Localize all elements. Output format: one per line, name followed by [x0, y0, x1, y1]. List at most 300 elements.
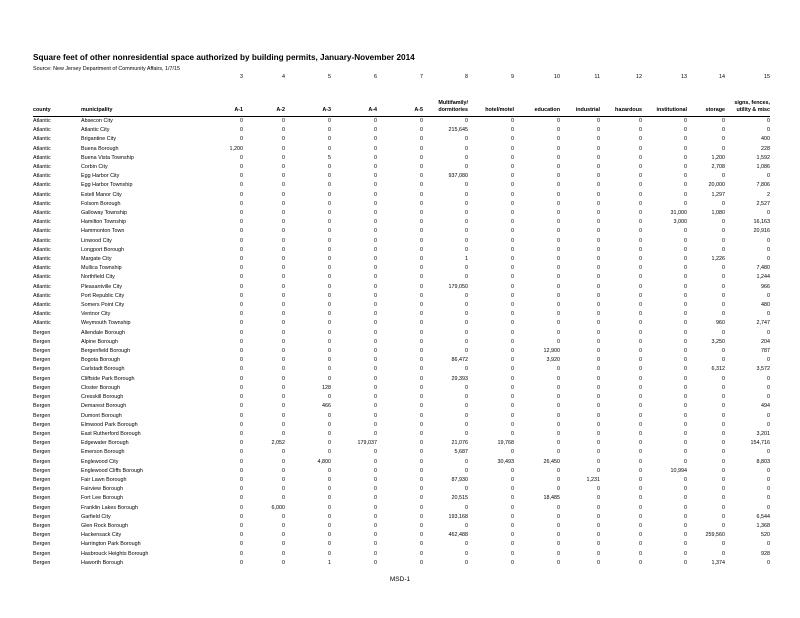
table-row: [33, 347, 770, 356]
value-cell: 0: [282, 449, 285, 456]
value-cell: 0: [465, 311, 468, 318]
value-cell: 0: [557, 237, 560, 244]
value-cell: 0: [328, 311, 331, 318]
table-row: [33, 264, 770, 273]
page-footer: MSD-1: [389, 576, 411, 583]
value-cell: 0: [282, 154, 285, 161]
value-cell: 0: [240, 127, 243, 134]
value-cell: 0: [511, 412, 514, 419]
value-cell: 0: [767, 384, 770, 391]
value-cell: 0: [240, 412, 243, 419]
value-cell: 3,572: [756, 366, 770, 373]
table-row: [33, 494, 770, 503]
value-cell: 7,480: [756, 265, 770, 272]
value-cell: 6,000: [271, 504, 285, 511]
value-cell: 0: [328, 173, 331, 180]
value-cell: 0: [282, 237, 285, 244]
value-cell: 0: [722, 127, 725, 134]
value-cell: 0: [767, 127, 770, 134]
county-cell: Bergen: [33, 421, 51, 428]
value-cell: 0: [328, 283, 331, 290]
value-cell: 0: [240, 329, 243, 336]
municipality-cell: Carlstadt Borough: [81, 366, 125, 373]
value-cell: 0: [420, 182, 423, 189]
value-cell: 0: [465, 348, 468, 355]
value-cell: 0: [767, 495, 770, 502]
value-cell: 0: [420, 495, 423, 502]
table-row: [33, 430, 770, 439]
value-cell: 928: [761, 550, 770, 557]
value-cell: 0: [240, 219, 243, 226]
county-cell: Atlantic: [33, 274, 51, 281]
value-cell: 20,916: [753, 228, 770, 235]
value-cell: 0: [639, 440, 642, 447]
county-cell: Bergen: [33, 532, 51, 539]
value-cell: 0: [282, 136, 285, 143]
value-cell: 0: [597, 200, 600, 207]
county-cell: Bergen: [33, 504, 51, 511]
value-cell: 0: [767, 375, 770, 382]
value-cell: 0: [420, 504, 423, 511]
table-row: [33, 145, 770, 154]
value-cell: 0: [557, 338, 560, 345]
value-cell: 0: [420, 329, 423, 336]
value-cell: 0: [684, 292, 687, 299]
value-cell: 0: [420, 458, 423, 465]
county-cell: Bergen: [33, 348, 51, 355]
table-row: [33, 292, 770, 301]
value-cell: 0: [374, 541, 377, 548]
value-cell: 0: [240, 541, 243, 548]
value-cell: 0: [684, 440, 687, 447]
value-cell: 0: [639, 467, 642, 474]
value-cell: 0: [597, 118, 600, 124]
value-cell: 3,000: [673, 219, 687, 226]
value-cell: 494: [761, 403, 770, 410]
value-cell: 0: [282, 486, 285, 493]
value-cell: 0: [597, 274, 600, 281]
value-cell: 0: [511, 486, 514, 493]
value-cell: 87,930: [451, 476, 468, 483]
value-cell: 0: [684, 532, 687, 539]
value-cell: 0: [511, 274, 514, 281]
value-cell: 0: [465, 182, 468, 189]
value-cell: 0: [597, 495, 600, 502]
table-row: [33, 209, 770, 218]
municipality-cell: Galloway Township: [81, 210, 128, 217]
value-cell: 0: [639, 182, 642, 189]
value-cell: 0: [597, 449, 600, 456]
value-cell: 179,050: [448, 283, 468, 290]
municipality-cell: Englewood City: [81, 458, 119, 465]
column-header: hazardous: [600, 85, 642, 117]
value-cell: 0: [597, 559, 600, 566]
value-cell: 0: [511, 357, 514, 364]
value-cell: 0: [684, 504, 687, 511]
county-cell: Bergen: [33, 357, 51, 364]
value-cell: 0: [639, 375, 642, 382]
table-row: [33, 163, 770, 172]
value-cell: 0: [767, 559, 770, 566]
value-cell: 0: [722, 421, 725, 428]
column-header: Multifamily/ dormitories: [423, 85, 468, 117]
value-cell: 0: [722, 219, 725, 226]
value-cell: 0: [420, 274, 423, 281]
value-cell: 0: [240, 283, 243, 290]
value-cell: 466: [322, 403, 331, 410]
table-row: [33, 117, 770, 127]
value-cell: 0: [722, 430, 725, 437]
header-row: [33, 85, 770, 117]
value-cell: 0: [328, 200, 331, 207]
value-cell: 0: [465, 228, 468, 235]
value-cell: 0: [420, 127, 423, 134]
value-cell: 0: [684, 366, 687, 373]
value-cell: 0: [767, 476, 770, 483]
value-cell: 0: [420, 118, 423, 124]
value-cell: 0: [282, 228, 285, 235]
county-cell: Atlantic: [33, 320, 51, 327]
value-cell: 0: [374, 136, 377, 143]
value-cell: 0: [557, 228, 560, 235]
county-cell: Bergen: [33, 329, 51, 336]
table-row: [33, 135, 770, 144]
column-header: A-2: [243, 85, 285, 117]
value-cell: 2,527: [756, 200, 770, 207]
value-cell: 0: [684, 154, 687, 161]
municipality-cell: Buena Vista Township: [81, 154, 134, 161]
value-cell: 12,900: [543, 348, 560, 355]
value-cell: 6,544: [756, 513, 770, 520]
value-cell: 0: [328, 302, 331, 309]
value-cell: 0: [557, 136, 560, 143]
value-cell: 0: [465, 237, 468, 244]
value-cell: 0: [328, 467, 331, 474]
value-cell: 0: [597, 375, 600, 382]
value-cell: 0: [465, 200, 468, 207]
value-cell: 0: [328, 228, 331, 235]
value-cell: 0: [511, 182, 514, 189]
value-cell: 0: [328, 348, 331, 355]
value-cell: 0: [465, 246, 468, 253]
value-cell: 0: [511, 375, 514, 382]
municipality-cell: Pleasantville City: [81, 283, 123, 290]
value-cell: 0: [328, 513, 331, 520]
value-cell: 0: [767, 541, 770, 548]
value-cell: 0: [374, 191, 377, 198]
value-cell: 0: [722, 440, 725, 447]
column-number: 8: [465, 74, 468, 80]
value-cell: 937,080: [448, 173, 468, 180]
municipality-cell: Ventnor City: [81, 311, 111, 318]
value-cell: 0: [282, 210, 285, 217]
column-header: education: [514, 85, 560, 117]
value-cell: 0: [374, 127, 377, 134]
value-cell: 0: [420, 357, 423, 364]
value-cell: 0: [374, 504, 377, 511]
value-cell: 0: [328, 440, 331, 447]
value-cell: 0: [767, 173, 770, 180]
value-cell: 0: [722, 228, 725, 235]
value-cell: 3,201: [756, 430, 770, 437]
table-row: [33, 402, 770, 411]
value-cell: 0: [639, 246, 642, 253]
value-cell: 0: [557, 173, 560, 180]
value-cell: 0: [557, 191, 560, 198]
value-cell: 0: [374, 458, 377, 465]
value-cell: 0: [282, 430, 285, 437]
value-cell: 0: [511, 256, 514, 263]
value-cell: 0: [684, 338, 687, 345]
value-cell: 0: [557, 403, 560, 410]
value-cell: 0: [282, 357, 285, 364]
value-cell: 0: [557, 200, 560, 207]
value-cell: 0: [420, 283, 423, 290]
value-cell: 0: [597, 440, 600, 447]
value-cell: 0: [722, 384, 725, 391]
value-cell: 0: [557, 210, 560, 217]
value-cell: 0: [639, 541, 642, 548]
value-cell: 0: [465, 292, 468, 299]
value-cell: 960: [716, 320, 725, 327]
value-cell: 0: [639, 118, 642, 124]
value-cell: 0: [420, 403, 423, 410]
value-cell: 154,716: [750, 440, 770, 447]
value-cell: 0: [597, 421, 600, 428]
value-cell: 0: [639, 384, 642, 391]
value-cell: 0: [420, 246, 423, 253]
value-cell: 0: [597, 403, 600, 410]
value-cell: 228: [761, 145, 770, 152]
value-cell: 0: [282, 541, 285, 548]
value-cell: 0: [328, 127, 331, 134]
value-cell: 1,244: [756, 274, 770, 281]
value-cell: 0: [639, 504, 642, 511]
value-cell: 0: [767, 246, 770, 253]
value-cell: 0: [557, 550, 560, 557]
value-cell: 1,231: [586, 476, 600, 483]
county-cell: Bergen: [33, 522, 51, 529]
table-row: [33, 485, 770, 494]
value-cell: 0: [511, 550, 514, 557]
value-cell: 0: [374, 265, 377, 272]
value-cell: 0: [684, 412, 687, 419]
value-cell: 0: [722, 173, 725, 180]
county-cell: Atlantic: [33, 182, 51, 189]
value-cell: 0: [511, 302, 514, 309]
table-row: [33, 504, 770, 513]
value-cell: 0: [374, 164, 377, 171]
municipality-cell: Closter Borough: [81, 384, 120, 391]
value-cell: 0: [328, 421, 331, 428]
value-cell: 0: [684, 191, 687, 198]
value-cell: 0: [240, 522, 243, 529]
value-cell: 0: [374, 522, 377, 529]
value-cell: 0: [282, 320, 285, 327]
value-cell: 0: [420, 467, 423, 474]
value-cell: 0: [511, 430, 514, 437]
county-cell: Atlantic: [33, 283, 51, 290]
value-cell: 0: [282, 200, 285, 207]
value-cell: 0: [722, 476, 725, 483]
value-cell: 0: [684, 256, 687, 263]
table-row: [33, 237, 770, 246]
value-cell: 0: [684, 486, 687, 493]
value-cell: 3,920: [546, 357, 560, 364]
value-cell: 0: [511, 348, 514, 355]
value-cell: 0: [240, 467, 243, 474]
value-cell: 0: [282, 476, 285, 483]
value-cell: 0: [684, 513, 687, 520]
value-cell: 0: [684, 302, 687, 309]
value-cell: 0: [639, 403, 642, 410]
table-row: [33, 319, 770, 328]
value-cell: 0: [374, 476, 377, 483]
value-cell: 0: [240, 256, 243, 263]
column-header: A-4: [331, 85, 377, 117]
county-cell: Atlantic: [33, 154, 51, 161]
county-cell: Atlantic: [33, 210, 51, 217]
value-cell: 0: [511, 164, 514, 171]
value-cell: 0: [557, 394, 560, 401]
value-cell: 0: [722, 513, 725, 520]
table-row: [33, 172, 770, 181]
value-cell: 0: [374, 311, 377, 318]
municipality-cell: Emerson Borough: [81, 449, 125, 456]
column-number: 3: [240, 74, 243, 80]
value-cell: 0: [240, 274, 243, 281]
value-cell: 0: [597, 329, 600, 336]
value-cell: 0: [240, 357, 243, 364]
value-cell: 0: [282, 495, 285, 502]
value-cell: 0: [420, 265, 423, 272]
value-cell: 0: [684, 522, 687, 529]
value-cell: 0: [282, 283, 285, 290]
county-cell: Bergen: [33, 495, 51, 502]
value-cell: 0: [639, 237, 642, 244]
value-cell: 0: [374, 320, 377, 327]
value-cell: 0: [240, 210, 243, 217]
value-cell: 0: [374, 274, 377, 281]
value-cell: 0: [420, 219, 423, 226]
value-cell: 0: [420, 136, 423, 143]
table-row: [33, 154, 770, 163]
municipality-cell: Mullica Township: [81, 265, 122, 272]
value-cell: 0: [240, 384, 243, 391]
value-cell: 0: [328, 164, 331, 171]
value-cell: 0: [465, 486, 468, 493]
value-cell: 5,687: [454, 449, 468, 456]
value-cell: 2,052: [271, 440, 285, 447]
value-cell: 0: [557, 219, 560, 226]
value-cell: 0: [374, 283, 377, 290]
value-cell: 0: [420, 154, 423, 161]
municipality-cell: Garfield City: [81, 513, 111, 520]
value-cell: 0: [511, 154, 514, 161]
column-number: 6: [374, 74, 377, 80]
value-cell: 0: [374, 430, 377, 437]
municipality-cell: Franklin Lakes Borough: [81, 504, 138, 511]
county-cell: Atlantic: [33, 219, 51, 226]
value-cell: 0: [767, 421, 770, 428]
value-cell: 787: [761, 348, 770, 355]
value-cell: 0: [282, 219, 285, 226]
value-cell: 1,200: [229, 145, 243, 152]
value-cell: 0: [639, 495, 642, 502]
report-title: Square feet of other nonresidential space authorized by building permits, January-November 2014: [33, 53, 415, 62]
value-cell: 0: [684, 384, 687, 391]
value-cell: 0: [597, 513, 600, 520]
municipality-cell: Folsom Borough: [81, 200, 121, 207]
value-cell: 0: [639, 513, 642, 520]
value-cell: 0: [282, 348, 285, 355]
value-cell: 0: [240, 118, 243, 124]
value-cell: 0: [597, 127, 600, 134]
value-cell: 0: [374, 302, 377, 309]
value-cell: 0: [722, 375, 725, 382]
value-cell: 0: [374, 173, 377, 180]
value-cell: 29,393: [451, 375, 468, 382]
municipality-cell: Glen Rock Borough: [81, 522, 129, 529]
value-cell: 0: [282, 513, 285, 520]
value-cell: 0: [465, 302, 468, 309]
value-cell: 0: [639, 311, 642, 318]
value-cell: 0: [465, 458, 468, 465]
value-cell: 1,080: [711, 210, 725, 217]
value-cell: 0: [420, 421, 423, 428]
value-cell: 0: [722, 467, 725, 474]
value-cell: 0: [597, 357, 600, 364]
value-cell: 0: [282, 256, 285, 263]
value-cell: 0: [420, 541, 423, 548]
value-cell: 0: [557, 541, 560, 548]
value-cell: 10,994: [670, 467, 687, 474]
value-cell: 0: [639, 127, 642, 134]
value-cell: 0: [282, 329, 285, 336]
value-cell: 0: [420, 449, 423, 456]
value-cell: 0: [328, 375, 331, 382]
column-number-blank: [33, 73, 81, 85]
value-cell: 0: [557, 532, 560, 539]
value-cell: 0: [465, 219, 468, 226]
value-cell: 0: [684, 394, 687, 401]
value-cell: 0: [420, 366, 423, 373]
value-cell: 0: [639, 458, 642, 465]
value-cell: 0: [282, 274, 285, 281]
table-row: [33, 246, 770, 255]
value-cell: 0: [639, 228, 642, 235]
value-cell: 18,485: [543, 495, 560, 502]
column-header: A-1: [201, 85, 243, 117]
value-cell: 0: [240, 394, 243, 401]
municipality-cell: Bergenfield Borough: [81, 348, 131, 355]
value-cell: 0: [328, 320, 331, 327]
value-cell: 0: [684, 495, 687, 502]
value-cell: 0: [511, 127, 514, 134]
column-header: hotel/motel: [468, 85, 514, 117]
column-number: 10: [554, 74, 560, 80]
value-cell: 0: [374, 467, 377, 474]
value-cell: 0: [282, 559, 285, 566]
value-cell: 0: [639, 559, 642, 566]
value-cell: 0: [240, 504, 243, 511]
value-cell: 0: [722, 357, 725, 364]
county-cell: Atlantic: [33, 200, 51, 207]
value-cell: 0: [722, 412, 725, 419]
value-cell: 0: [597, 237, 600, 244]
value-cell: 0: [597, 154, 600, 161]
value-cell: 0: [722, 348, 725, 355]
